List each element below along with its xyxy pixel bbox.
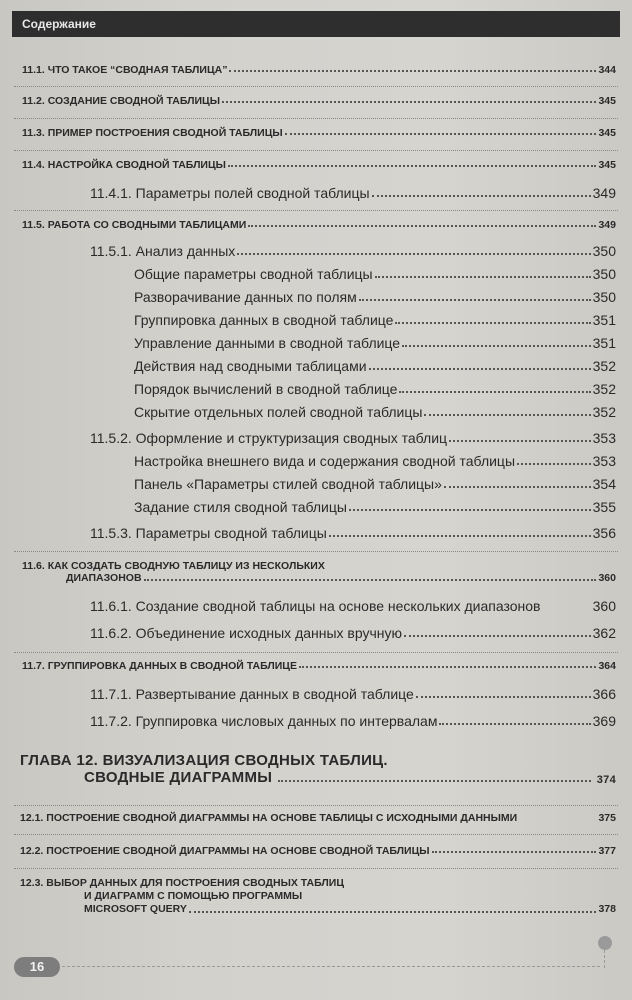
toc-entry-page: 362 (592, 625, 616, 641)
toc-entry-title: 11.5.2. Оформление и структуризация сводных таблиц (90, 430, 448, 446)
toc-subentry[interactable] (134, 266, 616, 282)
dot-leader (222, 101, 596, 103)
toc-entry-title: Порядок вычислений в сводной таблице (134, 381, 398, 397)
toc-entry-11-5-2[interactable] (90, 430, 616, 446)
toc-subentry[interactable] (134, 453, 616, 469)
toc-subentry[interactable] (134, 289, 616, 305)
dot-leader (432, 851, 597, 853)
dot-leader (285, 133, 597, 135)
dot-leader (144, 579, 597, 581)
toc-entry-11-4[interactable] (22, 159, 616, 171)
entry-separator (14, 118, 618, 119)
dot-leader (278, 780, 590, 782)
entry-separator (14, 834, 618, 835)
toc-entry-11-4-1[interactable] (90, 185, 616, 201)
toc-entry-title: 11.2. СОЗДАНИЕ СВОДНОЙ ТАБЛИЦЫ (22, 95, 220, 107)
toc-subentry[interactable] (134, 312, 616, 328)
dot-leader (375, 276, 591, 278)
toc-entry-page: 352 (592, 404, 616, 420)
dot-leader (449, 440, 591, 442)
toc-entry-page: 351 (592, 335, 616, 351)
toc-entry-title: 11.5.1. Анализ данных (90, 243, 236, 259)
toc-entry-page: 353 (592, 430, 616, 446)
toc-entry-title: 12.2. ПОСТРОЕНИЕ СВОДНОЙ ДИАГРАММЫ НА ОСНОВЕ СВОДНОЙ ТАБЛИЦЫ (20, 845, 430, 857)
toc-entry-12-3[interactable] (20, 877, 616, 916)
toc-entry-page: 378 (598, 903, 616, 915)
entry-separator (14, 150, 618, 151)
toc-entry-page: 366 (592, 686, 616, 702)
toc-entry-title: 11.3. ПРИМЕР ПОСТРОЕНИЯ СВОДНОЙ ТАБЛИЦЫ (22, 127, 283, 139)
toc-entry-title: Скрытие отдельных полей сводной таблицы (134, 404, 423, 420)
toc-entry-11-7[interactable] (22, 660, 616, 672)
toc-entry-title: 11.4.1. Параметры полей сводной таблицы (90, 185, 370, 201)
toc-entry-title: Управление данными в сводной таблице (134, 335, 401, 351)
toc-entry-12-2[interactable] (20, 845, 616, 857)
toc-entry-page: 349 (598, 219, 616, 231)
dot-leader (402, 345, 591, 347)
toc-entry-page: 350 (592, 243, 616, 259)
toc-entry-11-3[interactable] (22, 127, 616, 139)
toc-entry-title-cont: И ДИАГРАММ С ПОМОЩЬЮ ПРОГРАММЫ (84, 890, 303, 902)
dot-leader (372, 195, 591, 197)
toc-entry-title: 11.5.3. Параметры сводной таблицы (90, 525, 327, 541)
page-number: 16 (14, 957, 60, 977)
toc-subentry[interactable] (134, 476, 616, 492)
toc-entry-title: Задание стиля сводной таблицы (134, 499, 347, 515)
entry-separator (14, 805, 618, 806)
toc-subentry[interactable] (134, 404, 616, 420)
toc-entry-page: 377 (598, 845, 616, 857)
toc-entry-page: 345 (598, 159, 616, 171)
entry-separator (14, 652, 618, 653)
toc-entry-title: 11.6.2. Объединение исходных данных вручную (90, 625, 403, 641)
dot-leader (248, 225, 596, 227)
entry-separator (14, 868, 618, 869)
toc-entry-page: 350 (592, 266, 616, 282)
footer-ornament (598, 936, 612, 950)
entry-separator (14, 86, 618, 87)
toc-entry-page: 350 (592, 289, 616, 305)
toc-entry-page: 360 (598, 572, 616, 584)
dot-leader (189, 911, 597, 913)
toc-subentry[interactable] (134, 358, 616, 374)
toc-entry-title: 11.6. КАК СОЗДАТЬ СВОДНУЮ ТАБЛИЦУ ИЗ НЕСКОЛЬКИХ (22, 560, 325, 572)
toc-entry-title: Панель «Параметры стилей сводной таблицы» (134, 476, 442, 492)
toc-entry-page: 351 (592, 312, 616, 328)
toc-entry-11-5[interactable] (22, 219, 616, 231)
toc-entry-page: 360 (592, 598, 616, 614)
chapter-page: 374 (596, 774, 616, 786)
toc-entry-11-6[interactable] (22, 560, 616, 584)
toc-entry-11-5-1[interactable] (90, 243, 616, 259)
toc-entry-title: Настройка внешнего вида и содержания сводной таблицы (134, 453, 516, 469)
toc-entry-page: 355 (592, 499, 616, 515)
toc-entry-page: 352 (592, 381, 616, 397)
toc-entry-title: Действия над сводными таблицами (134, 358, 367, 374)
dot-leader (517, 463, 591, 465)
toc-entry-page: 354 (592, 476, 616, 492)
toc-entry-title: 11.4. НАСТРОЙКА СВОДНОЙ ТАБЛИЦЫ (22, 159, 226, 171)
toc-subentry[interactable] (134, 499, 616, 515)
dot-leader (399, 391, 590, 393)
toc-entry-title: Общие параметры сводной таблицы (134, 266, 373, 282)
dot-leader (329, 535, 591, 537)
dot-leader (395, 322, 590, 324)
toc-entry-page: 375 (598, 812, 616, 824)
dot-leader (439, 723, 590, 725)
dot-leader (229, 70, 596, 72)
toc-subentry[interactable] (134, 381, 616, 397)
toc-entry-page: 364 (598, 660, 616, 672)
toc-entry-page: 345 (598, 95, 616, 107)
toc-entry-title-cont: ДИАПАЗОНОВ (66, 572, 142, 584)
dot-leader (444, 486, 591, 488)
toc-entry-title: 11.5. РАБОТА СО СВОДНЫМИ ТАБЛИЦАМИ (22, 219, 247, 231)
dot-leader (404, 635, 591, 637)
toc-entry-11-6-1[interactable] (90, 598, 616, 614)
footer-rule-vertical (604, 950, 605, 968)
dot-leader (424, 414, 590, 416)
chapter-12-heading[interactable] (20, 752, 616, 786)
entry-separator (14, 210, 618, 211)
dot-leader (228, 165, 597, 167)
toc-entry-11-2[interactable] (22, 95, 616, 107)
chapter-title-line2: СВОДНЫЕ ДИАГРАММЫ (84, 769, 273, 786)
dot-leader (237, 253, 590, 255)
toc-entry-title: 12.3. ВЫБОР ДАННЫХ ДЛЯ ПОСТРОЕНИЯ СВОДНЫХ ТАБЛИЦ (20, 877, 344, 889)
dot-leader (299, 666, 597, 668)
toc-entry-title: 12.1. ПОСТРОЕНИЕ СВОДНОЙ ДИАГРАММЫ НА ОСНОВЕ ТАБЛИЦЫ С ИСХОДНЫМИ ДАННЫМИ (20, 812, 518, 824)
toc-entry-title: 11.7.2. Группировка числовых данных по интервалам (90, 713, 438, 729)
toc-subentry[interactable] (134, 335, 616, 351)
toc-entry-page: 356 (592, 525, 616, 541)
toc-entry-title: 11.7. ГРУППИРОВКА ДАННЫХ В СВОДНОЙ ТАБЛИЦЕ (22, 660, 297, 672)
toc-entry-title: Группировка данных в сводной таблице (134, 312, 394, 328)
entry-separator (14, 551, 618, 552)
footer-rule (62, 966, 600, 967)
toc-entry-title: Разворачивание данных по полям (134, 289, 357, 305)
toc-entry-title-cont: MICROSOFT QUERY (84, 903, 187, 915)
toc-entry-12-1[interactable] (20, 812, 616, 824)
toc-entry-page: 353 (592, 453, 616, 469)
toc-entry-page: 369 (592, 713, 616, 729)
toc-entry-11-6-2[interactable] (90, 625, 616, 641)
toc-entry-page: 349 (592, 185, 616, 201)
toc-entry-page: 344 (598, 64, 616, 76)
toc-entry-11-7-2[interactable] (90, 713, 616, 729)
toc-entry-11-7-1[interactable] (90, 686, 616, 702)
dot-leader (349, 509, 591, 511)
dot-leader (359, 299, 591, 301)
dot-leader (416, 696, 591, 698)
toc-entry-title: 11.6.1. Создание сводной таблицы на основе нескольких диапазонов (90, 598, 541, 614)
section-header: Содержание (12, 11, 620, 37)
toc-entry-page: 352 (592, 358, 616, 374)
toc-entry-page: 345 (598, 127, 616, 139)
chapter-title-line1: ГЛАВА 12. ВИЗУАЛИЗАЦИЯ СВОДНЫХ ТАБЛИЦ. (20, 752, 388, 769)
dot-leader (369, 368, 591, 370)
toc-entry-title: 11.7.1. Развертывание данных в сводной таблице (90, 686, 414, 702)
toc-entry-11-5-3[interactable] (90, 525, 616, 541)
toc-entry-11-1[interactable] (22, 64, 616, 76)
toc-entry-title: 11.1. ЧТО ТАКОЕ “СВОДНАЯ ТАБЛИЦА” (22, 64, 228, 76)
